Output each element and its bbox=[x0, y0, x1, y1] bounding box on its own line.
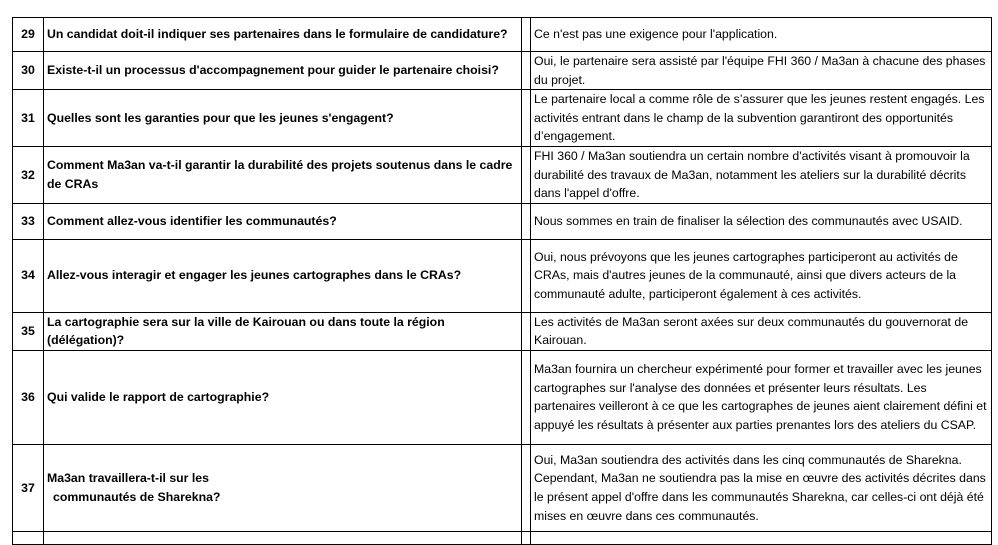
faq-table bbox=[12, 17, 992, 545]
question-cell: Existe-t-il un processus d'accompagnement pour guider le partenaire choisi? bbox=[44, 52, 522, 90]
table-row bbox=[13, 312, 992, 350]
row-number: 34 bbox=[13, 239, 44, 312]
question-cell: La cartographie sera sur la ville de Kairouan ou dans toute la région (délégation)? bbox=[44, 312, 522, 350]
column-gap bbox=[522, 146, 531, 203]
answer-cell: Oui, Ma3an soutiendra des activités dans les cinq communautés de Sharekna. Cependant, Ma3an ne soutiendra pas la mise en œuvre des activités décrites dans le présent appel d'offre dans les communautés Sharekna, car celles-ci ont déjà été mises en œuvre dans ces communautés. bbox=[531, 444, 992, 531]
question-cell: Comment Ma3an va-t-il garantir la durabilité des projets soutenus dans le cadre de CRAs bbox=[44, 146, 522, 203]
answer-cell: Les activités de Ma3an seront axées sur deux communautés du gouvernorat de Kairouan. bbox=[531, 312, 992, 350]
column-gap bbox=[522, 52, 531, 90]
question-line: Ma3an travaillera-t-il sur les bbox=[47, 471, 209, 486]
question-cell: Comment allez-vous identifier les communautés? bbox=[44, 203, 522, 239]
row-number: 29 bbox=[13, 18, 44, 52]
question-cell: Qui valide le rapport de cartographie? bbox=[44, 350, 522, 444]
question-cell: Un candidat doit-il indiquer ses partenaires dans le formulaire de candidature? bbox=[44, 18, 522, 52]
answer-cell: Ma3an fournira un chercheur expérimenté pour former et travailler avec les jeunes cartographes sur l'analyse des données et présenter leurs résultats. Les partenaires veilleront à ce que les cartographes de jeunes aient clairement défini et appuyé les résultats à présenter aux parties prenantes lors des ateliers du CSAP. bbox=[531, 350, 992, 444]
column-gap bbox=[522, 18, 531, 52]
question-cell: Quelles sont les garanties pour que les jeunes s'engagent? bbox=[44, 90, 522, 147]
column-gap bbox=[522, 312, 531, 350]
row-number: 35 bbox=[13, 312, 44, 350]
table-row bbox=[13, 444, 992, 531]
column-gap bbox=[522, 90, 531, 147]
column-gap bbox=[522, 239, 531, 312]
table-row bbox=[13, 52, 992, 90]
row-number: 30 bbox=[13, 52, 44, 90]
row-number: 31 bbox=[13, 90, 44, 147]
answer-cell: Le partenaire local a comme rôle de s’assurer que les jeunes restent engagés. Les activités entrant dans le champ de la subvention garantiront des opportunités d’engagement. bbox=[531, 90, 992, 147]
table-row bbox=[13, 350, 992, 444]
answer-cell: Nous sommes en train de finaliser la sélection des communautés avec USAID. bbox=[531, 203, 992, 239]
question-cell bbox=[44, 444, 522, 531]
table-row bbox=[13, 90, 992, 147]
answer-cell: Oui, le partenaire sera assisté par l'équipe FHI 360 / Ma3an à chacune des phases du projet. bbox=[531, 52, 992, 90]
answer-cell: Oui, nous prévoyons que les jeunes cartographes participeront au activités de CRAs, mais d'autres jeunes de la communauté, ainsi que divers acteurs de la communauté adulte, participeront également à ces activités. bbox=[531, 239, 992, 312]
question-line: communautés de Sharekna? bbox=[53, 489, 221, 504]
column-gap bbox=[522, 444, 531, 531]
column-gap bbox=[522, 350, 531, 444]
table-row bbox=[13, 239, 992, 312]
row-number: 36 bbox=[13, 350, 44, 444]
question-cell: Allez-vous interagir et engager les jeunes cartographes dans le CRAs? bbox=[44, 239, 522, 312]
row-number: 33 bbox=[13, 203, 44, 239]
table-row bbox=[13, 146, 992, 203]
answer-cell: FHI 360 / Ma3an soutiendra un certain nombre d'activités visant à promouvoir la durabilité des travaux de Ma3an, notamment les ateliers sur la durabilité décrits dans l'appel d'offre. bbox=[531, 146, 992, 203]
answer-cell: Ce n'est pas une exigence pour l'application. bbox=[531, 18, 992, 52]
row-number: 37 bbox=[13, 444, 44, 531]
table-row bbox=[13, 203, 992, 239]
row-number: 32 bbox=[13, 146, 44, 203]
column-gap bbox=[522, 203, 531, 239]
table-row bbox=[13, 18, 992, 52]
